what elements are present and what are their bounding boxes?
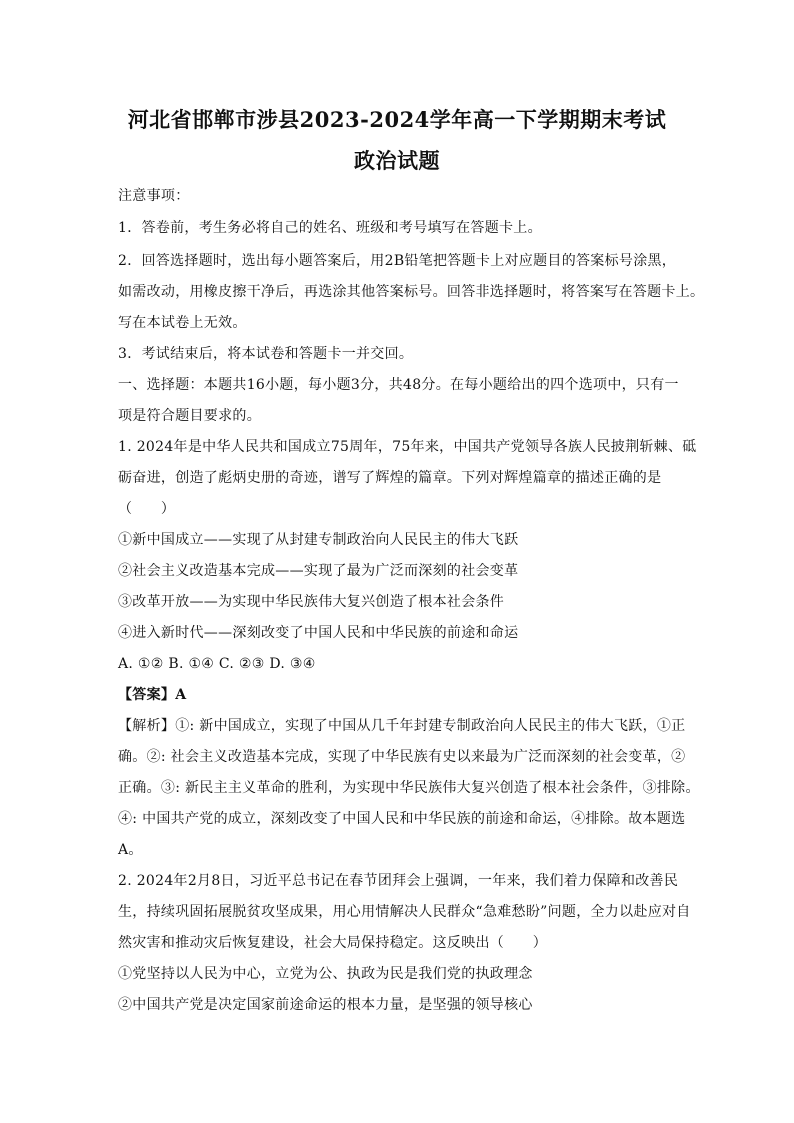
question-1-option: ③改革开放——为实现中华民族伟大复兴创造了根本社会条件 <box>118 594 505 610</box>
notice-line: 写在本试卷上无效。 <box>118 315 247 331</box>
exam-subtitle: 政治试题 <box>354 148 440 173</box>
notice-line: 如需改动，用橡皮擦干净后，再选涂其他答案标号。回答非选择题时，将答案写在答题卡上。 <box>118 284 705 300</box>
question-1-stem: 砺奋进，创造了彪炳史册的奇迹，谱写了辉煌的篇章。下列对辉煌篇章的描述正确的是 <box>118 470 662 486</box>
question-2-option: ①党坚持以人民为中心，立党为公、执政为民是我们党的执政理念 <box>118 966 533 982</box>
question-2-stem: 2. 2024年2月8日，习近平总书记在春节团拜会上强调，一年来，我们着力保障和改善民 <box>118 873 679 889</box>
question-1-analysis: 【解析】①: 新中国成立，实现了中国从几千年封建专制政治向人民民主的伟大飞跃，①正 <box>118 718 686 734</box>
question-1-option: ②社会主义改造基本完成——实现了最为广泛而深刻的社会变革 <box>118 563 519 579</box>
notice-line: 2．回答选择题时，选出每小题答案后，用2B铅笔把答题卡上对应题目的答案标号涂黑， <box>118 253 677 269</box>
question-1-analysis: ④: 中国共产党的成立，深刻改变了中国人民和中华民族的前途和命运，④排除。故本题选 <box>118 811 686 827</box>
question-2-option: ②中国共产党是决定国家前途命运的根本力量，是坚强的领导核心 <box>118 997 533 1013</box>
notice-heading: 注意事项： <box>118 188 190 204</box>
question-1-analysis: 确。②: 社会主义改造基本完成，实现了中华民族有史以来最为广泛而深刻的社会变革，② <box>118 749 686 765</box>
notice-line: 1．答卷前，考生务必将自己的姓名、班级和考号填写在答题卡上。 <box>118 220 542 236</box>
question-1-analysis: 正确。③: 新民主主义革命的胜利，为实现中华民族伟大复兴创造了根本社会条件，③排除。 <box>118 780 700 796</box>
question-1-analysis: A。 <box>118 842 143 858</box>
exam-title: 河北省邯郸市涉县2023-2024学年高一下学期期末考试 <box>127 107 667 132</box>
question-1-answer: 【答案】A <box>118 687 187 703</box>
section-heading: 一、选择题：本题共16小题，每小题3分，共48分。在每小题给出的四个选项中，只有一 <box>118 377 679 393</box>
notice-line: 3．考试结束后，将本试卷和答题卡一并交回。 <box>118 346 414 362</box>
question-2-stem: 生，持续巩固拓展脱贫攻坚成果，用心用情解决人民群众“急难愁盼”问题，全力以赴应对自 <box>118 904 691 920</box>
question-1-choices: A. ①② B. ①④ C. ②③ D. ③④ <box>118 656 316 672</box>
question-1-option: ④进入新时代——深刻改变了中国人民和中华民族的前途和命运 <box>118 625 519 641</box>
question-2-stem: 然灾害和推动灾后恢复建设，社会大局保持稳定。这反映出（ ） <box>118 935 547 951</box>
question-1-option: ①新中国成立——实现了从封建专制政治向人民民主的伟大飞跃 <box>118 532 519 548</box>
question-1-stem: 1. 2024年是中华人民共和国成立75周年，75年来，中国共产党领导各族人民披荆斩棘、砥 <box>118 439 697 455</box>
section-heading: 项是符合题目要求的。 <box>118 408 261 424</box>
question-1-stem: （ ） <box>118 501 176 517</box>
